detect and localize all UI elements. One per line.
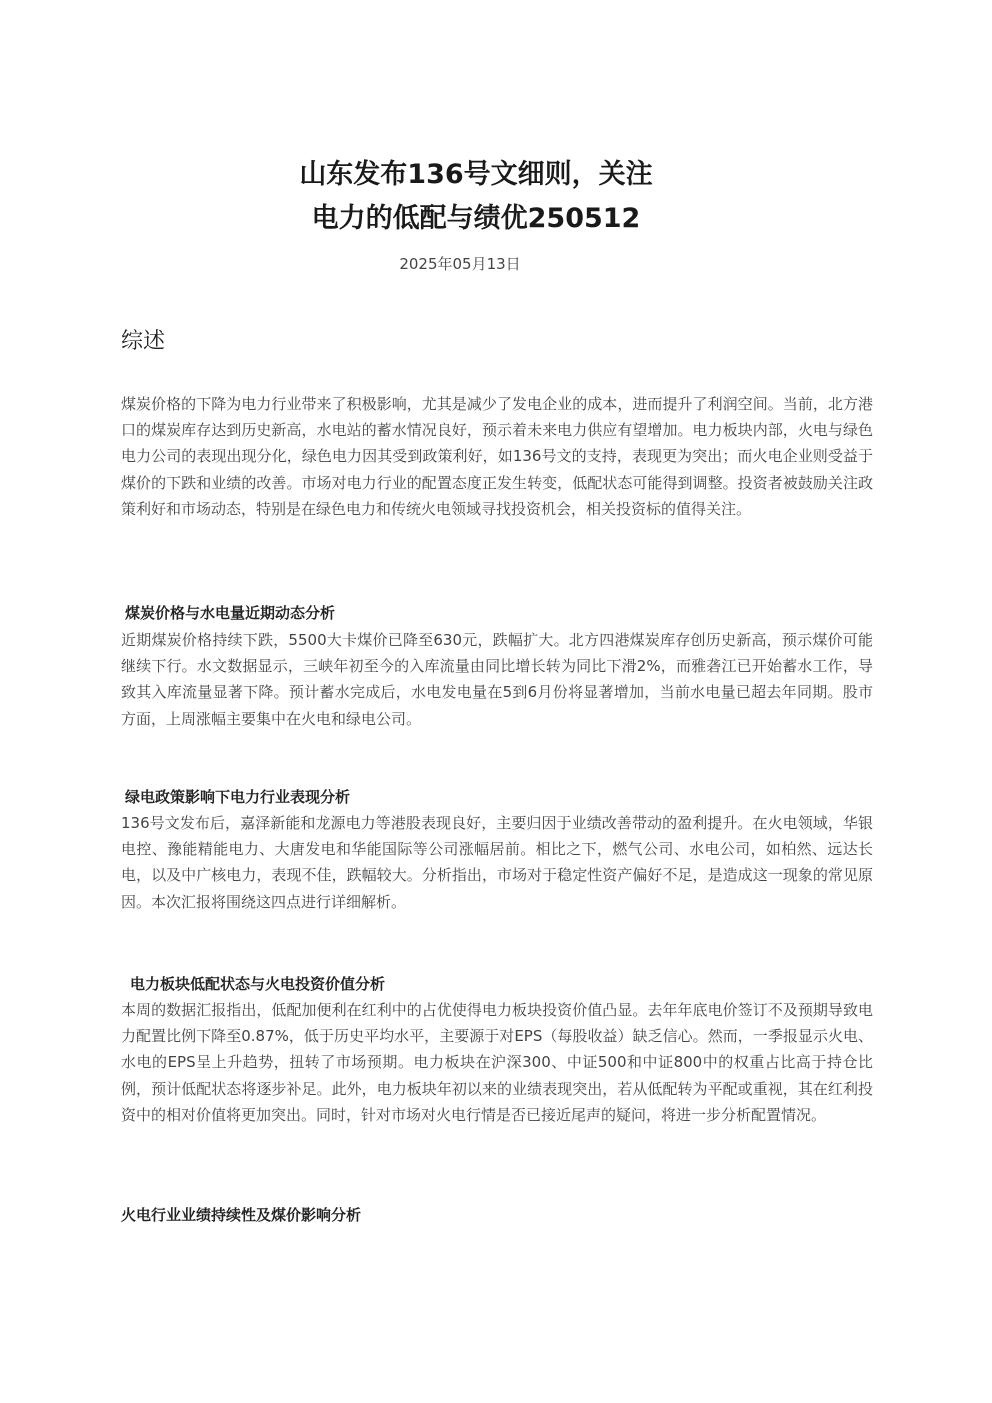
section-heading-underweight: 电力板块低配状态与火电投资价值分析 (130, 975, 386, 993)
section-paragraph-green-policy: 136号文发布后，嘉泽新能和龙源电力等港股表现良好，主要归因于业绩改善带动的盈利提升。在火电领域，华银电控、豫能精能电力、大唐发电和华能国际等公司涨幅居前。相比之下，燃气公司、水电公司，如柏然、远达长电，以及中广核电力，表现不佳，跌幅较大。分析指出，市场对于稳定性资产偏好不足，是造成这一现象的常见原因。本次汇报将围绕这四点进行详细解析。 (121, 814, 873, 911)
summary-heading: 综述 (121, 329, 166, 354)
section-heading-green-policy: 绿电政策影响下电力行业表现分析 (125, 788, 351, 806)
section-paragraph-coal-hydro: 近期煤炭价格持续下跌，5500大卡煤价已降至630元，跌幅扩大。北方四港煤炭库存创历史新高，预示煤价可能继续下行。水文数据显示，三峡年初至今的入库流量由同比增长转为同比下滑2%，而雅砻江已开始蓄水工作，导致其入库流量显著下降。预计蓄水完成后，水电发电量在5到6月份将显著增加，当前水电量已超去年同期。股市方面，上周涨幅主要集中在火电和绿电公司。 (121, 631, 873, 728)
title-line-1: 山东发布136号文细则，关注 (299, 159, 653, 190)
section-heading-thermal-earnings: 火电行业业绩持续性及煤价影响分析 (121, 1206, 362, 1224)
summary-paragraph: 煤炭价格的下降为电力行业带来了积极影响，尤其是减少了发电企业的成本，进而提升了利润空间。当前，北方港口的煤炭库存达到历史新高，水电站的蓄水情况良好，预示着未来电力供应有望增加。电力板块内部，火电与绿色电力公司的表现出现分化，绿色电力因其受到政策利好，如136号文的支持，表现更为突出；而火电企业则受益于煤价的下跌和业绩的改善。市场对电力行业的配置态度正发生转变，低配状态可能得到调整。投资者被鼓励关注政策利好和市场动态，特别是在绿色电力和传统火电领域寻找投资机会，相关投资标的值得关注。 (121, 395, 873, 518)
section-heading-coal-hydro: 煤炭价格与水电量近期动态分析 (125, 604, 336, 622)
title-line-2: 电力的低配与绩优250512 (311, 203, 641, 234)
document-date: 2025年05月13日 (399, 255, 521, 273)
section-paragraph-underweight: 本周的数据汇报指出，低配加便利在红利中的占优使得电力板块投资价值凸显。去年年底电价签订不及预期导致电力配置比例下降至0.87%，低于历史平均水平，主要源于对EPS（每股收益）缺乏信心。然而，一季报显示火电、水电的EPS呈上升趋势，扭转了市场预期。电力板块在沪深300、中证500和中证800中的权重占比高于持仓比例，预计低配状态将逐步补足。此外，电力板块年初以来的业绩表现突出，若从低配转为平配或重视，其在红利投资中的相对价值将更加突出。同时，针对市场对火电行情是否已接近尾声的疑问，将进一步分析配置情况。 (121, 1001, 873, 1124)
document-title (200, 153, 752, 241)
